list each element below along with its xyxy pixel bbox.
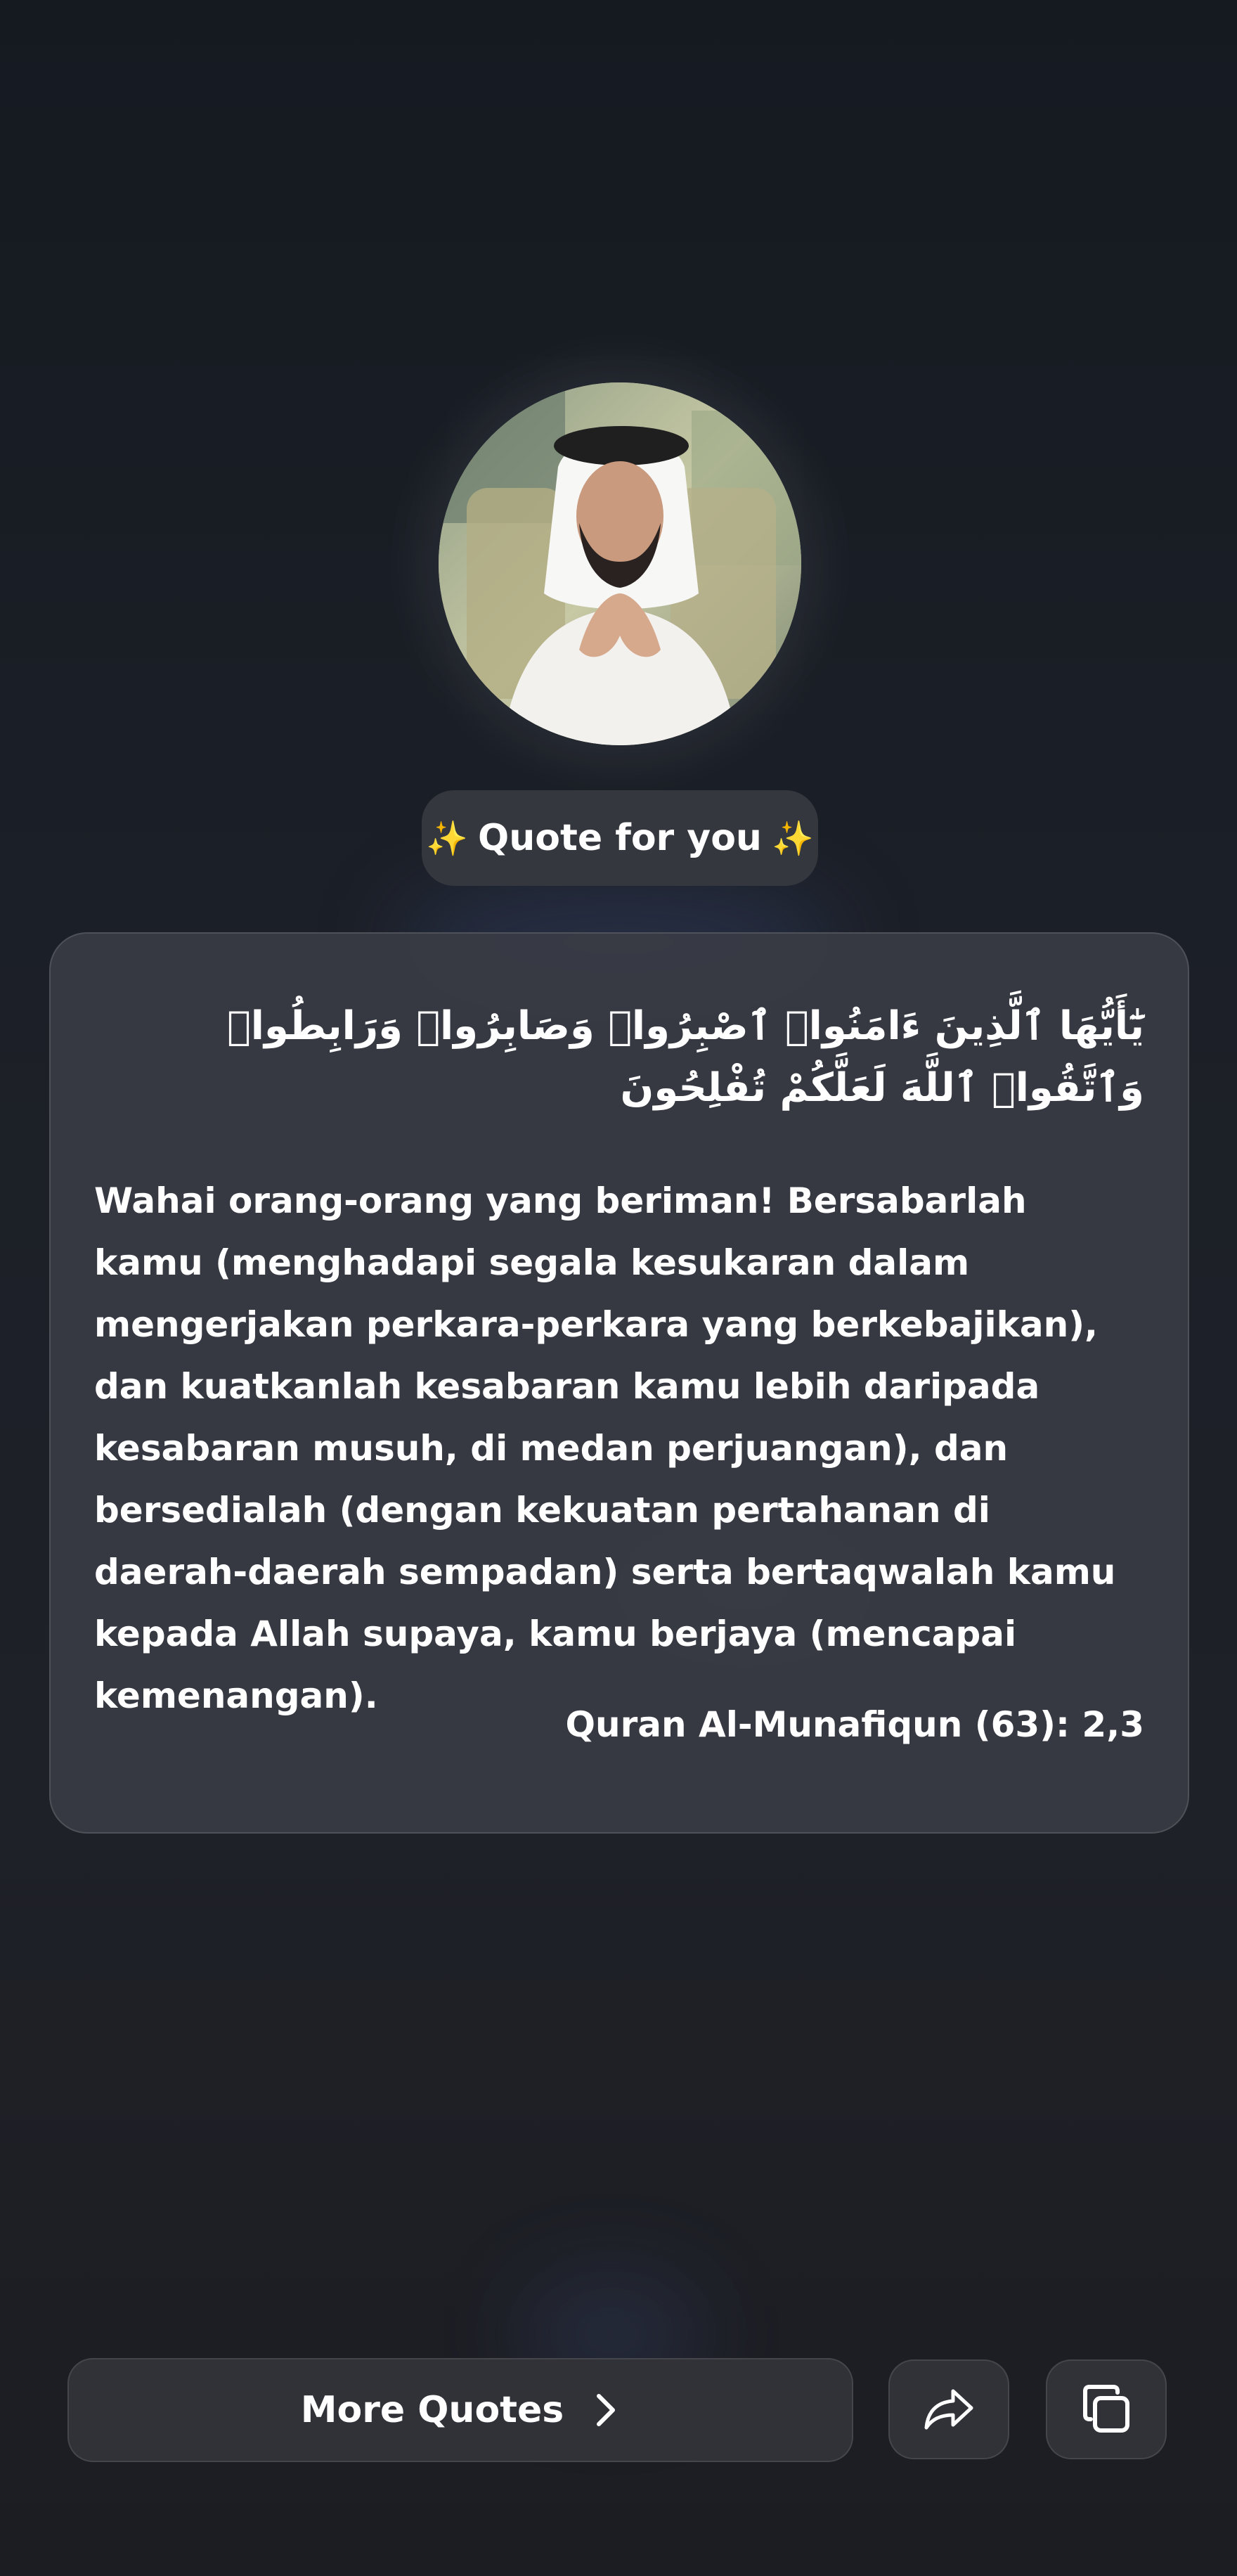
badge-label: Quote for you [478,817,762,859]
verse-translation: Wahai orang-orang yang beriman! Bersabarlah kamu (menghadapi segala kesukaran dalam mengerjakan perkara-perkara yang berkebajikan), dan kuatkanlah kesabaran kamu lebih daripada kesabaran musuh, di medan perjuangan), dan bersedialah (dengan kekuatan pertahanan di daerah-daerah sempadan) serta bertaqwalah kamu kepada Allah supaya, kamu berjaya (mencapai kemenangan). [94,1180,1116,1716]
sparkle-icon: ✨ [426,818,469,858]
arabic-verse: يَٰٓأَيُّهَا ٱلَّذِينَ ءَامَنُوا۟ ٱصْبِرُوا۟ وَصَابِرُوا۟ وَرَابِطُوا۟ وَٱتَّقُوا۟ ٱللَّهَ لَعَلَّكُمْ تُفْلِحُونَ [227,1003,1144,1111]
chevron-right-icon [592,2390,620,2430]
copy-icon [1078,2381,1134,2437]
share-button[interactable] [888,2359,1009,2459]
copy-button[interactable] [1046,2359,1167,2459]
sparkle-icon: ✨ [771,818,814,858]
reciter-portrait-image [439,382,801,745]
quote-for-you-badge [422,790,818,886]
quote-card [49,932,1189,1834]
verse-reference: Quran Al-Munafiqun (63): 2,3 [565,1704,1144,1745]
more-quotes-label: More Quotes [300,2389,564,2431]
share-icon [922,2387,976,2432]
more-quotes-button[interactable] [67,2358,853,2462]
reciter-avatar [439,382,801,745]
